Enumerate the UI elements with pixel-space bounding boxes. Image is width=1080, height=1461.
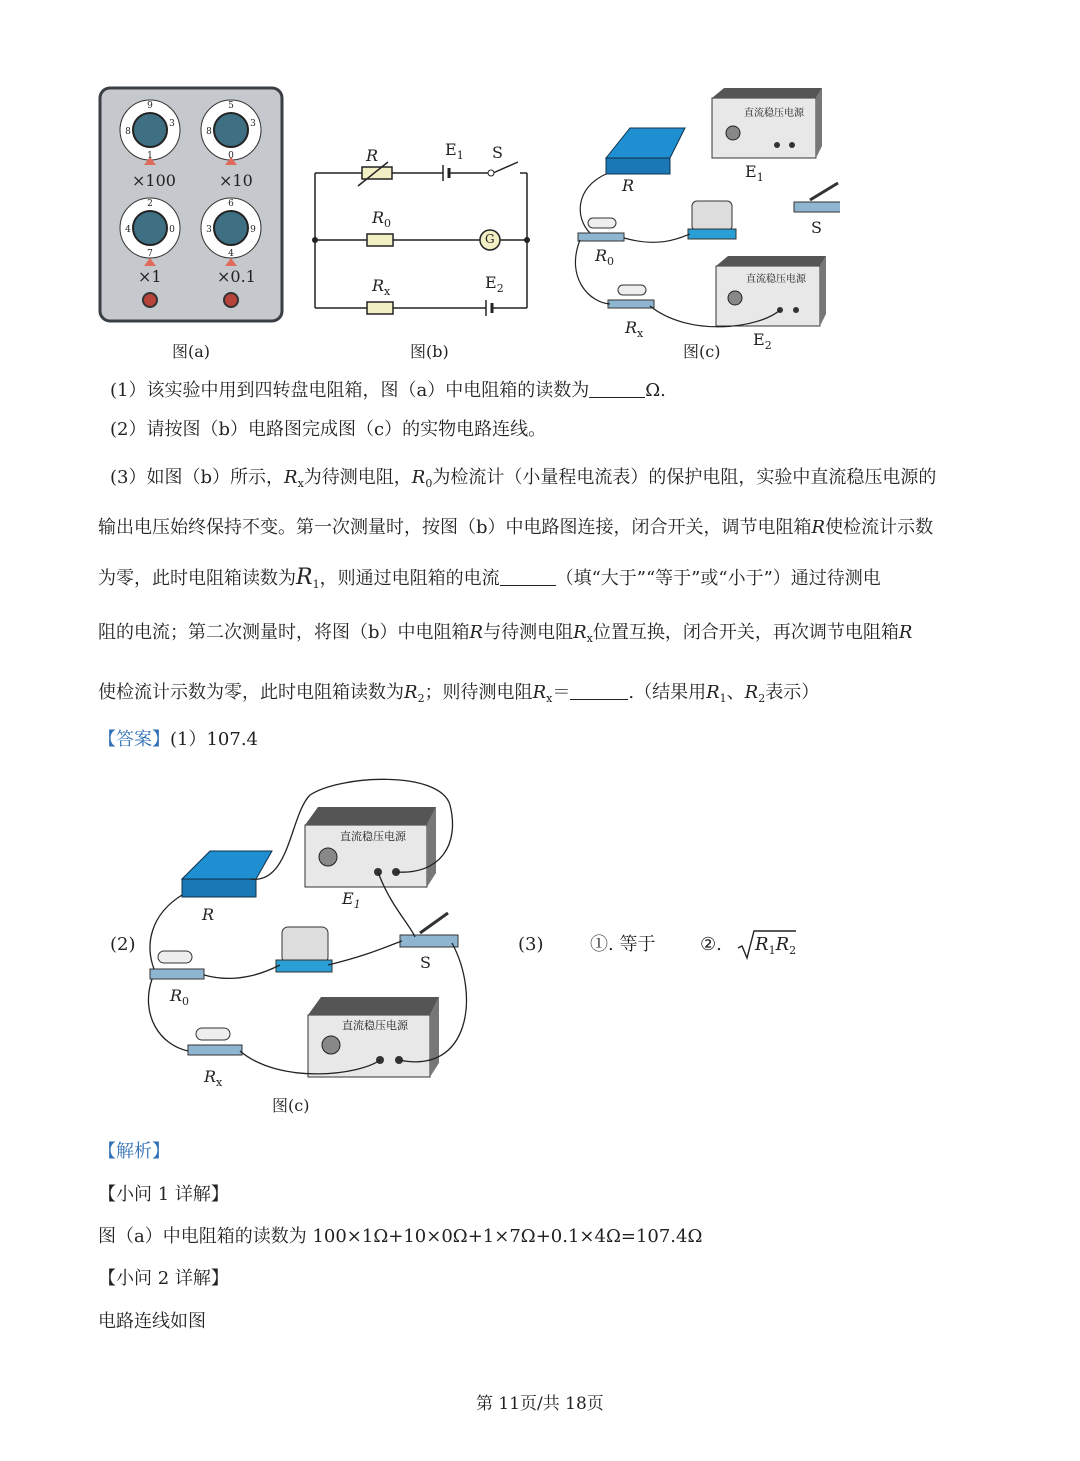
label-Rx: $R_x$ — [372, 276, 391, 298]
svg-text:9: 9 — [147, 101, 153, 111]
analysis-sub1-text: 图（a）中电阻箱的读数为 100×1Ω+10×0Ω+1×7Ω+0.1×4Ω=107.4Ω — [98, 1226, 703, 1247]
label-S: S — [811, 218, 822, 237]
label-E2: $E_2$ — [753, 330, 772, 352]
label-R: R — [366, 146, 379, 165]
answer-3-item-2: ②. — [700, 934, 722, 955]
answer-power-supply-e2-label: 直流稳压电源 — [342, 1019, 408, 1032]
question-3-line-1: (3）如图（b）所示，$R_x$为待测电阻，$R_0$为检流计（小量程电流表）的保护电阻，实验中直流稳压电源的 — [110, 467, 937, 490]
label-S: S — [492, 143, 503, 162]
power-supply-e1-label: 直流稳压电源 — [744, 108, 804, 119]
power-supply-e2-label: 直流稳压电源 — [746, 274, 806, 285]
svg-text:9: 9 — [250, 225, 256, 235]
analysis-tag: 【解析】 — [98, 1141, 170, 1162]
galvanometer-label: G — [485, 232, 495, 246]
label-E1: $E_1$ — [445, 140, 464, 162]
label-R0: $R_0$ — [372, 208, 392, 230]
label-R: R — [622, 176, 635, 195]
analysis-sub2-title: 【小问 2 详解】 — [98, 1268, 229, 1289]
svg-text:7: 7 — [147, 249, 153, 259]
question-2: (2）请按图（b）电路图完成图（c）的实物电路连线。 — [110, 419, 547, 440]
question-3-line-5: 使检流计示数为零，此时电阻箱读数为$R_2$；则待测电阻$R_x=$ .（结果用$R_1$、$R_2$表示） — [98, 682, 820, 705]
svg-text:4: 4 — [228, 249, 234, 259]
figure-b — [310, 140, 535, 320]
svg-text:2: 2 — [147, 199, 153, 209]
svg-text:6: 6 — [228, 199, 234, 209]
dial-label-x0.1: ×0.1 — [217, 267, 256, 286]
answer-wiring-drawing — [140, 775, 470, 1095]
answer-line — [98, 731, 258, 749]
answer-tag: 【答案】 — [98, 729, 170, 750]
answer-3-item-1: ①. 等于 — [590, 934, 656, 955]
page-number: 第 11页/共 18页 — [476, 1394, 604, 1414]
svg-text:0: 0 — [228, 151, 234, 161]
answer-label-S: S — [420, 953, 431, 972]
label-E2: $E_2$ — [485, 273, 504, 295]
svg-text:0: 0 — [169, 225, 175, 235]
svg-text:4: 4 — [125, 225, 131, 235]
resistance-box-drawing — [98, 86, 288, 326]
label-R0: $R_0$ — [595, 246, 615, 268]
svg-text:3: 3 — [169, 119, 175, 129]
label-E1: $E_1$ — [745, 162, 764, 184]
svg-text:8: 8 — [206, 127, 212, 137]
svg-text:3: 3 — [250, 119, 256, 129]
answer-figure-c — [140, 775, 470, 1095]
label-Rx: $R_x$ — [625, 318, 644, 340]
figure-a — [98, 86, 288, 326]
svg-text:3: 3 — [206, 225, 212, 235]
question-1: (1）该实验中用到四转盘电阻箱，图（a）中电阻箱的读数为 Ω. — [110, 380, 666, 401]
figure-b-caption: 图(b) — [410, 342, 449, 361]
answer-3-formula — [736, 928, 798, 960]
answer-label-Rx: $R_x$ — [204, 1067, 223, 1089]
svg-text:8: 8 — [125, 127, 131, 137]
dial-label-x10: ×10 — [219, 171, 253, 190]
figure-a-caption: 图(a) — [172, 342, 211, 361]
answer-label-R: R — [202, 905, 215, 924]
answer-figure-c-caption: 图(c) — [272, 1096, 310, 1115]
answer-1: (1）107.4 — [170, 729, 259, 750]
formula-text: $R_1R_2$ — [755, 934, 797, 957]
figure-c — [570, 88, 840, 350]
question-3-line-4: 阻的电流；第二次测量时，将图（b）中电阻箱R与待测电阻$R_x$位置互换，闭合开关，再次调节电阻箱R — [98, 622, 913, 645]
answer-power-supply-e1-label: 直流稳压电源 — [340, 830, 406, 843]
analysis-sub2-text: 电路连线如图 — [98, 1311, 206, 1332]
svg-text:1: 1 — [147, 151, 153, 161]
apparatus-drawing — [570, 88, 840, 350]
answer-3-label: (3) — [518, 934, 544, 955]
dial-label-x1: ×1 — [138, 267, 162, 286]
figure-c-caption: 图(c) — [683, 342, 721, 361]
question-3-line-2: 输出电压始终保持不变。第一次测量时，按图（b）中电路图连接，闭合开关，调节电阻箱R使检流计示数 — [98, 517, 934, 538]
dial-label-x100: ×100 — [132, 171, 176, 190]
answer-label-E1: $E_1$ — [342, 889, 361, 911]
answer-label-R0: $R_0$ — [170, 986, 190, 1008]
svg-text:5: 5 — [228, 101, 234, 111]
answer-2-label: (2) — [110, 934, 136, 955]
analysis-sub1-title: 【小问 1 详解】 — [98, 1184, 229, 1205]
question-3-line-3: 为零，此时电阻箱读数为$R_1$，则通过电阻箱的电流 （填“大于”“等于”或“小于”）通过待测电 — [98, 565, 881, 591]
